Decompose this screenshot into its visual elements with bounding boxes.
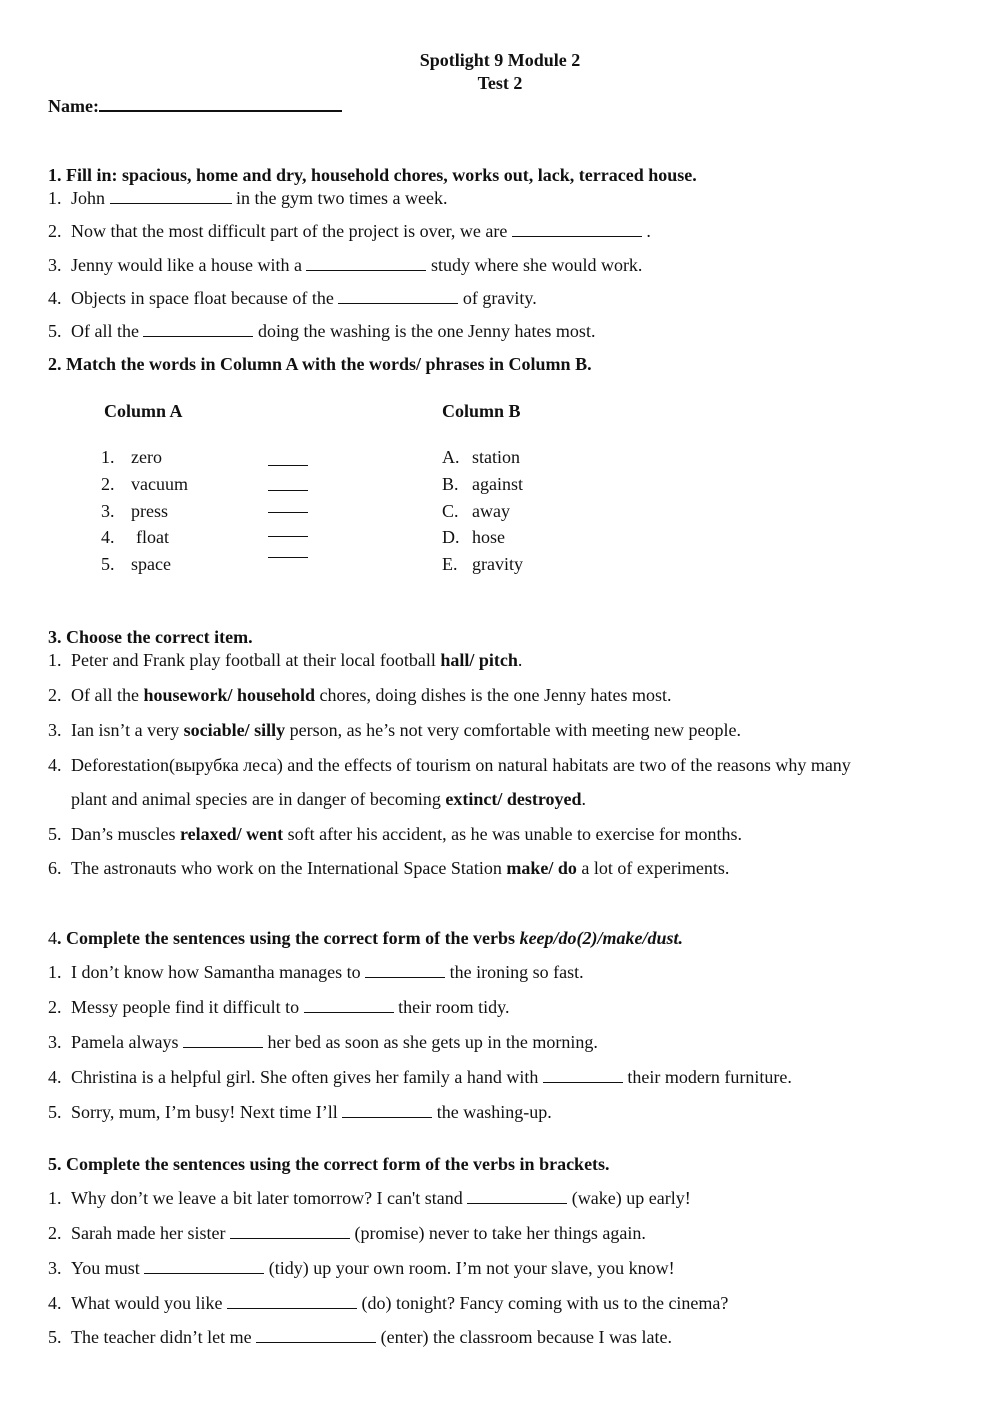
item-text-before: Sorry, mum, I’m busy! Next time I’ll [71, 1102, 338, 1122]
answer-blank[interactable] [338, 288, 458, 304]
column-b-title: Column B [442, 401, 521, 421]
answer-blank[interactable] [365, 962, 445, 978]
section1-item [48, 187, 447, 209]
column-b-letter: C. [442, 501, 459, 521]
name-field[interactable] [48, 94, 342, 117]
column-a-item [101, 553, 171, 575]
column-b-item [442, 473, 523, 495]
column-b-letter: D. [442, 527, 460, 547]
column-a-item [101, 446, 162, 468]
column-a-number: 5. [101, 554, 115, 574]
item-text-before: Deforestation(вырубка леса) and the effects of tourism on natural habitats are two of the reasons why many [71, 755, 851, 775]
column-a-item [101, 473, 188, 495]
item-text-before: Now that the most difficult part of the project is over, we are [71, 221, 508, 241]
item-number: 1. [48, 962, 62, 982]
column-b-item [442, 553, 523, 575]
item-text-after: chores, doing dishes is the one Jenny hates most. [319, 685, 672, 705]
item-text-after: . [517, 650, 523, 670]
section3-item [48, 684, 672, 706]
section2-heading: 2. Match the words in Column A with the words/ phrases in Column B. [48, 354, 592, 374]
item-number: 3. [48, 1032, 62, 1052]
answer-blank[interactable] [230, 1223, 350, 1239]
name-label: Name: [48, 96, 99, 116]
column-a-item [101, 500, 168, 522]
item-number: 5. [48, 824, 62, 844]
item-text-after: of gravity. [462, 288, 537, 308]
section5-item [48, 1222, 646, 1244]
item-text-after: study where she would work. [430, 255, 643, 275]
item-number: 6. [48, 858, 62, 878]
worksheet-subtitle: Test 2 [477, 73, 523, 93]
answer-blank[interactable] [144, 1258, 264, 1274]
section4-item [48, 996, 509, 1018]
section3-heading: 3. Choose the correct item. [48, 627, 253, 647]
answer-blank[interactable] [304, 997, 394, 1013]
column-b-letter: E. [442, 554, 458, 574]
item-number: 4. [48, 1067, 62, 1087]
item-text-before: You must [71, 1258, 140, 1278]
item-number: 5. [48, 1102, 62, 1122]
item-number: 5. [48, 321, 62, 341]
item-text-after: (wake) up early! [571, 1188, 691, 1208]
item-text-before: Messy people find it difficult to [71, 997, 300, 1017]
item-text-after: the ironing so fast. [449, 962, 584, 982]
item-number: 3. [48, 255, 62, 275]
section3-item-continued [48, 788, 586, 810]
column-b-word: station [472, 447, 520, 467]
item-number: 2. [48, 221, 62, 241]
column-a-number: 1. [101, 447, 115, 467]
item-text-before: I don’t know how Samantha manages to [71, 962, 361, 982]
column-a-word: space [131, 554, 171, 574]
column-b-word: against [472, 474, 523, 494]
item-text-after: a lot of experiments. [581, 858, 730, 878]
match-blank[interactable] [268, 512, 308, 513]
column-b-item [442, 500, 510, 522]
answer-blank[interactable] [227, 1293, 357, 1309]
item-text-after: . [646, 221, 651, 241]
section4-heading-text: . Complete the sentences using the correct form of the verbs [57, 928, 516, 948]
column-b-word: away [472, 501, 510, 521]
item-number: 2. [48, 1223, 62, 1243]
section5-item [48, 1257, 675, 1279]
item-number: 4. [48, 1293, 62, 1313]
section4-heading [48, 927, 683, 949]
item-text-before: John [71, 188, 106, 208]
item-text-after: (tidy) up your own room. I’m not your slave, you know! [268, 1258, 675, 1278]
section1-item [48, 220, 651, 242]
name-blank[interactable] [99, 94, 342, 112]
answer-blank[interactable] [467, 1188, 567, 1204]
item-number: 3. [48, 720, 62, 740]
column-a-word: zero [131, 447, 162, 467]
column-b-letter: B. [442, 474, 459, 494]
section3-item [48, 754, 851, 776]
section1-heading: 1. Fill in: spacious, home and dry, household chores, works out, lack, terraced house. [48, 165, 697, 185]
column-a-item [101, 526, 169, 548]
match-blank[interactable] [268, 490, 308, 491]
item-text-before: Peter and Frank play football at their local football [71, 650, 436, 670]
item-number: 2. [48, 997, 62, 1017]
item-text-before: Jenny would like a house with a [71, 255, 302, 275]
section4-item [48, 1066, 792, 1088]
column-a-number: 2. [101, 474, 115, 494]
item-number: 4. [48, 755, 62, 775]
item-text-after: (do) tonight? Fancy coming with us to the cinema? [361, 1293, 729, 1313]
item-text-after: . [581, 789, 587, 809]
item-text-after: doing the washing is the one Jenny hates most. [257, 321, 596, 341]
answer-blank[interactable] [183, 1032, 263, 1048]
item-number: 2. [48, 685, 62, 705]
section3-item [48, 649, 522, 671]
section1-item [48, 320, 595, 342]
item-text-before: plant and animal species are in danger of becoming [71, 789, 441, 809]
item-text-before: Pamela always [71, 1032, 179, 1052]
item-number: 1. [48, 1188, 62, 1208]
answer-blank[interactable] [342, 1102, 432, 1118]
match-blank[interactable] [268, 465, 308, 466]
item-text-after: her bed as soon as she gets up in the morning. [267, 1032, 598, 1052]
item-text-after: their modern furniture. [627, 1067, 792, 1087]
section1-item [48, 287, 537, 309]
answer-blank[interactable] [306, 255, 426, 271]
item-text-after: the washing-up. [436, 1102, 552, 1122]
item-text-before: Of all the [71, 685, 139, 705]
column-b-item [442, 446, 520, 468]
item-text-before: What would you like [71, 1293, 223, 1313]
answer-blank[interactable] [256, 1327, 376, 1343]
section4-item [48, 1101, 552, 1123]
item-text-before: Of all the [71, 321, 139, 341]
column-b-item [442, 526, 505, 548]
item-text-before: Sarah made her sister [71, 1223, 226, 1243]
item-text-after: person, as he’s not very comfortable with meeting new people. [289, 720, 742, 740]
answer-blank[interactable] [110, 188, 232, 204]
section4-verbs: keep/do(2)/make/dust. [519, 928, 684, 948]
item-number: 1. [48, 188, 62, 208]
column-a-word: float [136, 527, 169, 547]
item-text-after: (promise) never to take her things again. [354, 1223, 646, 1243]
section4-item [48, 961, 584, 983]
answer-blank[interactable] [543, 1067, 623, 1083]
column-a-word: press [131, 501, 168, 521]
column-a-title: Column A [104, 401, 183, 421]
section3-item [48, 857, 729, 879]
choice-options[interactable]: housework/ household [143, 685, 316, 705]
item-text-before: The teacher didn’t let me [71, 1327, 252, 1347]
section3-item [48, 719, 741, 741]
column-b-word: hose [472, 527, 505, 547]
item-text-after: their room tidy. [398, 997, 510, 1017]
choice-options[interactable]: sociable/ silly [183, 720, 286, 740]
match-blank[interactable] [268, 536, 308, 537]
section5-heading: 5. Complete the sentences using the correct form of the verbs in brackets. [48, 1154, 610, 1174]
item-text-after: in the gym two times a week. [236, 188, 448, 208]
item-number: 3. [48, 1258, 62, 1278]
worksheet-title: Spotlight 9 Module 2 [419, 50, 581, 70]
item-number: 1. [48, 650, 62, 670]
item-text-before: Objects in space float because of the [71, 288, 334, 308]
item-text-before: The astronauts who work on the International Space Station [71, 858, 502, 878]
item-text-before: Dan’s muscles [71, 824, 176, 844]
section1-item [48, 254, 642, 276]
item-number: 5. [48, 1327, 62, 1347]
column-a-word: vacuum [131, 474, 188, 494]
column-a-number: 3. [101, 501, 115, 521]
choice-options[interactable]: relaxed/ went [179, 824, 284, 844]
choice-options[interactable]: extinct/ destroyed [445, 789, 582, 809]
item-text-before: Why don’t we leave a bit later tomorrow? I can't stand [71, 1188, 463, 1208]
item-text-after: soft after his accident, as he was unable to exercise for months. [287, 824, 742, 844]
section5-item [48, 1187, 691, 1209]
section5-item [48, 1326, 672, 1348]
choice-options[interactable]: make/ do [506, 858, 577, 878]
match-blank[interactable] [268, 557, 308, 558]
section5-item [48, 1292, 728, 1314]
item-text-after: (enter) the classroom because I was late. [380, 1327, 672, 1347]
section3-item [48, 823, 742, 845]
column-b-word: gravity [472, 554, 523, 574]
item-text-before: Christina is a helpful girl. She often gives her family a hand with [71, 1067, 539, 1087]
answer-blank[interactable] [512, 221, 642, 237]
section4-number: 4 [48, 928, 57, 948]
item-text-before: Ian isn’t a very [71, 720, 180, 740]
column-b-letter: A. [442, 447, 460, 467]
answer-blank[interactable] [143, 321, 253, 337]
item-number: 4. [48, 288, 62, 308]
choice-options[interactable]: hall/ pitch [440, 650, 518, 670]
section4-item [48, 1031, 598, 1053]
column-a-number: 4. [101, 527, 115, 547]
